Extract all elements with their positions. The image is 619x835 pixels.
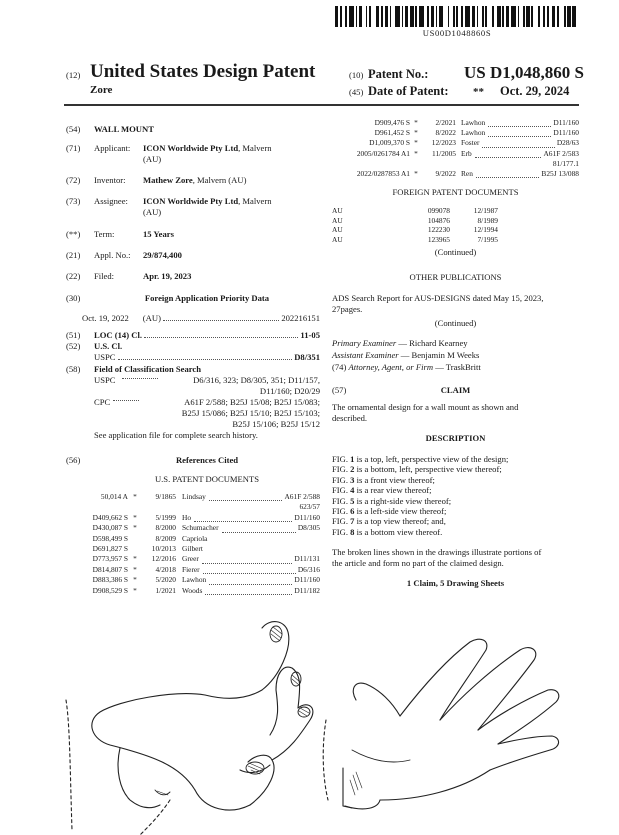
foreign-date: 12/1994 <box>473 225 498 235</box>
ref-class: A61F 2/583 <box>543 148 579 158</box>
ref-class: 623/57 <box>299 502 320 512</box>
assistant-examiner-name: — Benjamin M Weeks <box>398 350 480 360</box>
foreign-country: AU <box>332 225 343 235</box>
ref-star <box>128 535 142 545</box>
inventor-entry <box>143 175 246 185</box>
ref-star: * <box>133 554 137 564</box>
ref-name: Schumacher <box>182 523 219 533</box>
patent-no-code: (10) <box>349 70 364 80</box>
fig-text: is a front view thereof; <box>356 474 435 485</box>
ref-star: * <box>414 148 418 158</box>
ref-star: * <box>414 118 418 127</box>
ref-star: * <box>133 575 137 585</box>
ref-class: D6/316 <box>297 564 320 574</box>
right-index-finger <box>400 639 487 720</box>
figure-description <box>332 475 579 485</box>
right-palm-crease <box>352 750 410 762</box>
ref-name: Lawhon <box>461 118 486 127</box>
assignee-entry <box>143 196 272 206</box>
ref-number: D909,476 S <box>374 118 410 127</box>
right-wrist-cuff <box>345 800 380 809</box>
refs-heading: References Cited <box>175 455 239 465</box>
assignee-label: Assignee: <box>94 196 128 206</box>
foreign-continued: (Continued) <box>434 247 477 257</box>
attorney-code: (74) <box>332 362 347 372</box>
foreign-number: 123965 <box>427 234 450 244</box>
ref-star: * <box>133 492 137 501</box>
ref-number: D883,386 S <box>92 575 128 585</box>
left-palm-lower <box>195 790 250 810</box>
term-label: Term: <box>94 229 115 239</box>
field-uspc-leader <box>122 378 158 379</box>
foreign-reference-row <box>332 226 579 236</box>
barcode <box>335 6 579 27</box>
applicant-location: , Malvern <box>238 143 272 153</box>
left-thumb-base <box>205 690 262 698</box>
foreign-reference-row <box>332 207 579 217</box>
applicant-label: Applicant: <box>94 143 131 153</box>
ref-class: D11/160 <box>553 118 579 127</box>
us-references-list <box>70 493 320 597</box>
ref-class: D11/182 <box>294 585 320 595</box>
left-nail-4 <box>246 762 264 774</box>
left-nail-5 <box>155 790 170 795</box>
title-code: (54) <box>66 124 81 134</box>
ref-name: Ren <box>461 168 473 178</box>
us-references-continued <box>332 119 579 180</box>
ref-number: D773,957 S <box>92 554 128 564</box>
uscl-value: D8/351 <box>294 352 320 362</box>
priority-heading: Foreign Application Priority Data <box>144 293 270 303</box>
fig-text: is a bottom view thereof. <box>356 526 443 537</box>
fig-number: 4 <box>350 485 355 496</box>
document-title: United States Design Patent <box>90 61 316 82</box>
assignee-code: (73) <box>66 196 81 206</box>
other-publication-line: ADS Search Report for AUS-DESIGNS dated May 15, 2023, <box>332 293 544 303</box>
attorney-label: Attorney, Agent, or Firm <box>348 362 434 372</box>
attorney <box>332 362 481 372</box>
foreign-reference-row <box>332 217 579 227</box>
description-heading: DESCRIPTION <box>425 433 486 443</box>
fig-text: is a bottom, left, perspective view thereof; <box>356 464 502 475</box>
ref-date: 11/2005 <box>432 148 456 158</box>
inventor-location: , Malvern (AU) <box>192 175 247 185</box>
left-palm-outline <box>92 694 205 790</box>
ref-number: 2005/0261784 A1 <box>356 148 410 158</box>
invention-title: WALL MOUNT <box>94 124 154 134</box>
ref-class: D8/305 <box>297 523 320 533</box>
ref-date: 5/1999 <box>155 512 176 522</box>
ref-date: 8/2009 <box>155 533 176 543</box>
ref-name: Woods <box>182 585 203 595</box>
applicant-name: ICON Worldwide Pty Ltd <box>143 143 239 153</box>
foreign-number: 099078 <box>427 206 450 215</box>
filed-label: Filed: <box>94 271 115 281</box>
right-ring-finger <box>478 690 559 744</box>
patent-number: US D1,048,860 S <box>464 63 584 82</box>
fig-label: FIG. <box>332 474 348 485</box>
foreign-references-list <box>332 207 579 245</box>
reference-row <box>70 524 320 534</box>
ref-date: 8/2022 <box>435 128 456 138</box>
uscl-code: (52) <box>66 341 81 351</box>
right-little-finger <box>490 736 559 770</box>
assignee-name: ICON Worldwide Pty Ltd <box>143 196 239 206</box>
priority-row <box>82 313 320 323</box>
right-middle-finger <box>440 648 536 730</box>
fig-label: FIG. <box>332 526 348 537</box>
right-palm-lower <box>380 770 490 800</box>
uscl-sub: USPC <box>94 352 116 362</box>
figure-description <box>332 454 579 464</box>
ref-number: D908,529 S <box>92 585 128 595</box>
application-number: 29/874,400 <box>143 250 182 260</box>
ref-name: Erb <box>461 148 472 158</box>
primary-examiner-label: Primary Examiner <box>332 338 397 348</box>
ref-date: 2/2021 <box>435 118 456 127</box>
fig-number: 5 <box>350 495 355 506</box>
priority-code: (30) <box>66 293 81 303</box>
right-wrist-broken-line <box>323 720 328 800</box>
field-cpc-line: A61F 2/588; B25J 15/08; B25J 15/083; <box>184 397 320 407</box>
fig-text: is a top view thereof; and, <box>356 516 446 527</box>
foreign-date: 7/1995 <box>477 234 498 244</box>
field-cpc-line: B25J 15/086; B25J 15/10; B25J 15/103; <box>181 408 320 418</box>
ref-star: * <box>133 523 137 533</box>
ref-number: D598,499 S <box>92 533 128 543</box>
field-heading: Field of Classification Search <box>94 364 202 374</box>
field-uspc-line: D6/316, 323; D8/305, 351; D11/157, <box>193 375 320 385</box>
right-cuff-edge <box>343 768 352 808</box>
fig-label: FIG. <box>332 495 348 506</box>
date-code: (45) <box>349 87 364 97</box>
left-nail-1 <box>270 626 282 642</box>
foreign-number: 104876 <box>427 215 450 225</box>
reference-row <box>70 576 320 586</box>
inventor-short: Zore <box>90 84 113 96</box>
fig-label: FIG. <box>332 454 348 464</box>
left-heel <box>118 748 160 808</box>
other-publications-heading: OTHER PUBLICATIONS <box>409 272 502 282</box>
ref-class: D11/160 <box>553 128 579 138</box>
ref-number: 2022/0287853 A1 <box>356 168 410 178</box>
claim-text-line: The ornamental design for a wall mount as shown and <box>332 402 519 412</box>
broken-lines-note: the article and form no part of the claimed design. <box>332 558 504 568</box>
loc-code: (51) <box>66 330 81 340</box>
applicant-entry <box>143 143 272 153</box>
uscl-row <box>94 352 320 362</box>
field-uspc-line: D11/160; D20/29 <box>259 386 320 396</box>
ref-class: D28/63 <box>556 138 579 148</box>
field-cpc-leader <box>113 400 139 401</box>
claim-heading: CLAIM <box>440 385 471 395</box>
ref-name: Fierer <box>182 564 200 574</box>
assignee-country: (AU) <box>143 207 162 217</box>
ref-name: Capriola <box>182 533 208 543</box>
fig-label: FIG. <box>332 464 348 475</box>
loc-row <box>94 330 320 340</box>
figure-description <box>332 496 579 506</box>
right-thumb <box>353 683 400 716</box>
ref-number: 50,014 A <box>100 492 128 501</box>
uscl-label: U.S. Cl. <box>94 341 123 351</box>
appl-label: Appl. No.: <box>94 250 131 260</box>
ref-number: D409,662 S <box>92 512 128 522</box>
left-finger-crease <box>270 690 278 735</box>
claim-text-line: described. <box>332 413 368 423</box>
ref-number: D691,827 S <box>92 543 128 553</box>
inventor-name: Mathew Zore <box>143 175 193 185</box>
right-cuff-hatch <box>350 772 362 795</box>
priority-country: (AU) <box>142 313 161 323</box>
inventor-label: Inventor: <box>94 175 126 185</box>
term-value: 15 Years <box>143 229 174 239</box>
ref-star: * <box>133 512 137 522</box>
fig-text: is a right-side view thereof; <box>356 495 452 506</box>
other-continued: (Continued) <box>434 318 477 328</box>
assistant-examiner <box>332 350 479 360</box>
ref-class: B25J 13/088 <box>541 168 579 178</box>
foreign-reference-row <box>332 236 579 246</box>
reference-row <box>332 150 579 160</box>
other-publication-line: 27pages. <box>332 304 363 314</box>
ref-number: D430,087 S <box>92 523 128 533</box>
foreign-country: AU <box>332 234 343 244</box>
priority-number: 202216151 <box>281 313 320 323</box>
patent-no-label: Patent No.: <box>368 67 429 81</box>
applicant-country: (AU) <box>143 154 162 164</box>
ref-date: 12/2016 <box>151 554 176 564</box>
foreign-number: 122230 <box>427 225 450 235</box>
broken-lines-note: The broken lines shown in the drawings illustrate portions of <box>332 547 542 557</box>
filed-code: (22) <box>66 271 81 281</box>
ref-date: 8/2000 <box>155 523 176 533</box>
figure-description <box>332 464 579 474</box>
ref-star: * <box>414 168 418 178</box>
figure-descriptions <box>332 454 579 537</box>
foreign-date: 12/1987 <box>473 206 498 215</box>
ref-number: D961,452 S <box>374 128 410 138</box>
left-forearm-broken-line <box>140 800 170 835</box>
ref-date: 12/2023 <box>431 138 456 148</box>
left-finger-1 <box>248 755 274 805</box>
ref-date: 5/2020 <box>155 575 176 585</box>
left-finger-2 <box>272 705 313 760</box>
inventor-code: (72) <box>66 175 81 185</box>
assignee-location: , Malvern <box>238 196 272 206</box>
ref-number: D814,807 S <box>92 564 128 574</box>
left-thumb <box>262 622 289 690</box>
ref-date: 1/2021 <box>155 585 176 595</box>
field-cpc-line: B25J 15/106; B25J 15/12 <box>232 419 320 429</box>
ref-date: 9/2022 <box>435 168 456 178</box>
ref-name: Greer <box>182 554 199 564</box>
term-code: (**) <box>66 229 81 239</box>
date-stars: ** <box>473 86 484 98</box>
fig-number: 2 <box>350 464 355 475</box>
applicant-code: (71) <box>66 143 81 153</box>
claim-code: (57) <box>332 385 347 395</box>
ref-number: D1,009,370 S <box>369 138 410 148</box>
fig-number: 3 <box>350 474 355 485</box>
ref-class: A61F 2/588 <box>284 492 320 501</box>
header-rule <box>64 104 579 106</box>
patent-date: Oct. 29, 2024 <box>500 84 570 98</box>
ref-name: Lawhon <box>182 575 207 585</box>
appl-code: (21) <box>66 250 81 260</box>
ref-star: * <box>133 585 137 595</box>
reference-row <box>70 587 320 597</box>
ref-date: 9/1865 <box>155 492 176 501</box>
figure-description <box>332 516 579 526</box>
foreign-heading: FOREIGN PATENT DOCUMENTS <box>392 187 519 197</box>
claims-sheets: 1 Claim, 5 Drawing Sheets <box>406 578 505 588</box>
fig-label: FIG. <box>332 516 348 527</box>
ref-class: D11/131 <box>294 554 320 564</box>
reference-row <box>332 170 579 180</box>
ref-date: 10/2013 <box>151 543 176 553</box>
field-uspc-label: USPC <box>94 375 116 385</box>
figure-description <box>332 527 579 537</box>
attorney-name: — TraskBritt <box>433 362 481 372</box>
figure-description <box>332 485 579 495</box>
assistant-examiner-label: Assistant Examiner <box>332 350 399 360</box>
foreign-country: AU <box>332 206 343 215</box>
fig-text: is a top, left, perspective view of the design; <box>356 454 509 464</box>
ref-name: Lindsay <box>182 492 206 501</box>
ref-star: * <box>414 138 418 148</box>
ref-name: Lawhon <box>461 128 486 138</box>
left-wrist-broken-line <box>66 700 72 830</box>
primary-examiner <box>332 338 468 348</box>
filing-date: Apr. 19, 2023 <box>143 271 192 281</box>
field-cpc-label: CPC <box>94 397 111 407</box>
fig-text: is a left-side view thereof; <box>356 505 447 516</box>
barcode-number: US00D1048860S <box>422 28 492 38</box>
fig-number: 7 <box>350 516 355 527</box>
reference-row <box>70 493 320 503</box>
date-label: Date of Patent: <box>368 84 449 98</box>
fig-number: 6 <box>350 505 355 516</box>
fig-text: is a rear view thereof; <box>356 485 432 496</box>
foreign-country: AU <box>332 215 343 225</box>
fig-number: 1 <box>350 454 355 464</box>
ref-name: Foster <box>461 138 480 148</box>
ref-name: Ho <box>182 512 192 522</box>
loc-value: 11-05 <box>300 330 320 340</box>
priority-date: Oct. 19, 2022 <box>82 313 129 323</box>
ref-class: D11/160 <box>294 575 320 585</box>
field-code: (58) <box>66 364 81 374</box>
ref-name: Gilbert <box>182 543 203 553</box>
left-finger-3 <box>276 667 300 708</box>
fig-number: 8 <box>350 526 355 537</box>
fig-label: FIG. <box>332 485 348 496</box>
field-note: See application file for complete search history. <box>94 430 258 440</box>
refs-code: (56) <box>66 455 81 465</box>
ref-class: 81/177.1 <box>552 158 579 168</box>
left-nail-2 <box>291 672 301 686</box>
left-nail-3 <box>298 707 310 717</box>
ref-date: 4/2018 <box>155 564 176 574</box>
figure-description <box>332 506 579 516</box>
type-code: (12) <box>66 70 81 80</box>
loc-label: LOC (14) Cl. <box>94 330 142 340</box>
ref-class: D11/160 <box>294 512 320 522</box>
refs-subheading: U.S. PATENT DOCUMENTS <box>154 474 260 484</box>
left-knuckle-line <box>240 765 270 772</box>
foreign-date: 8/1989 <box>477 215 498 225</box>
fig-label: FIG. <box>332 505 348 516</box>
ref-star: * <box>414 128 418 138</box>
primary-examiner-name: — Richard Kearney <box>396 338 468 348</box>
ref-star: * <box>133 564 137 574</box>
